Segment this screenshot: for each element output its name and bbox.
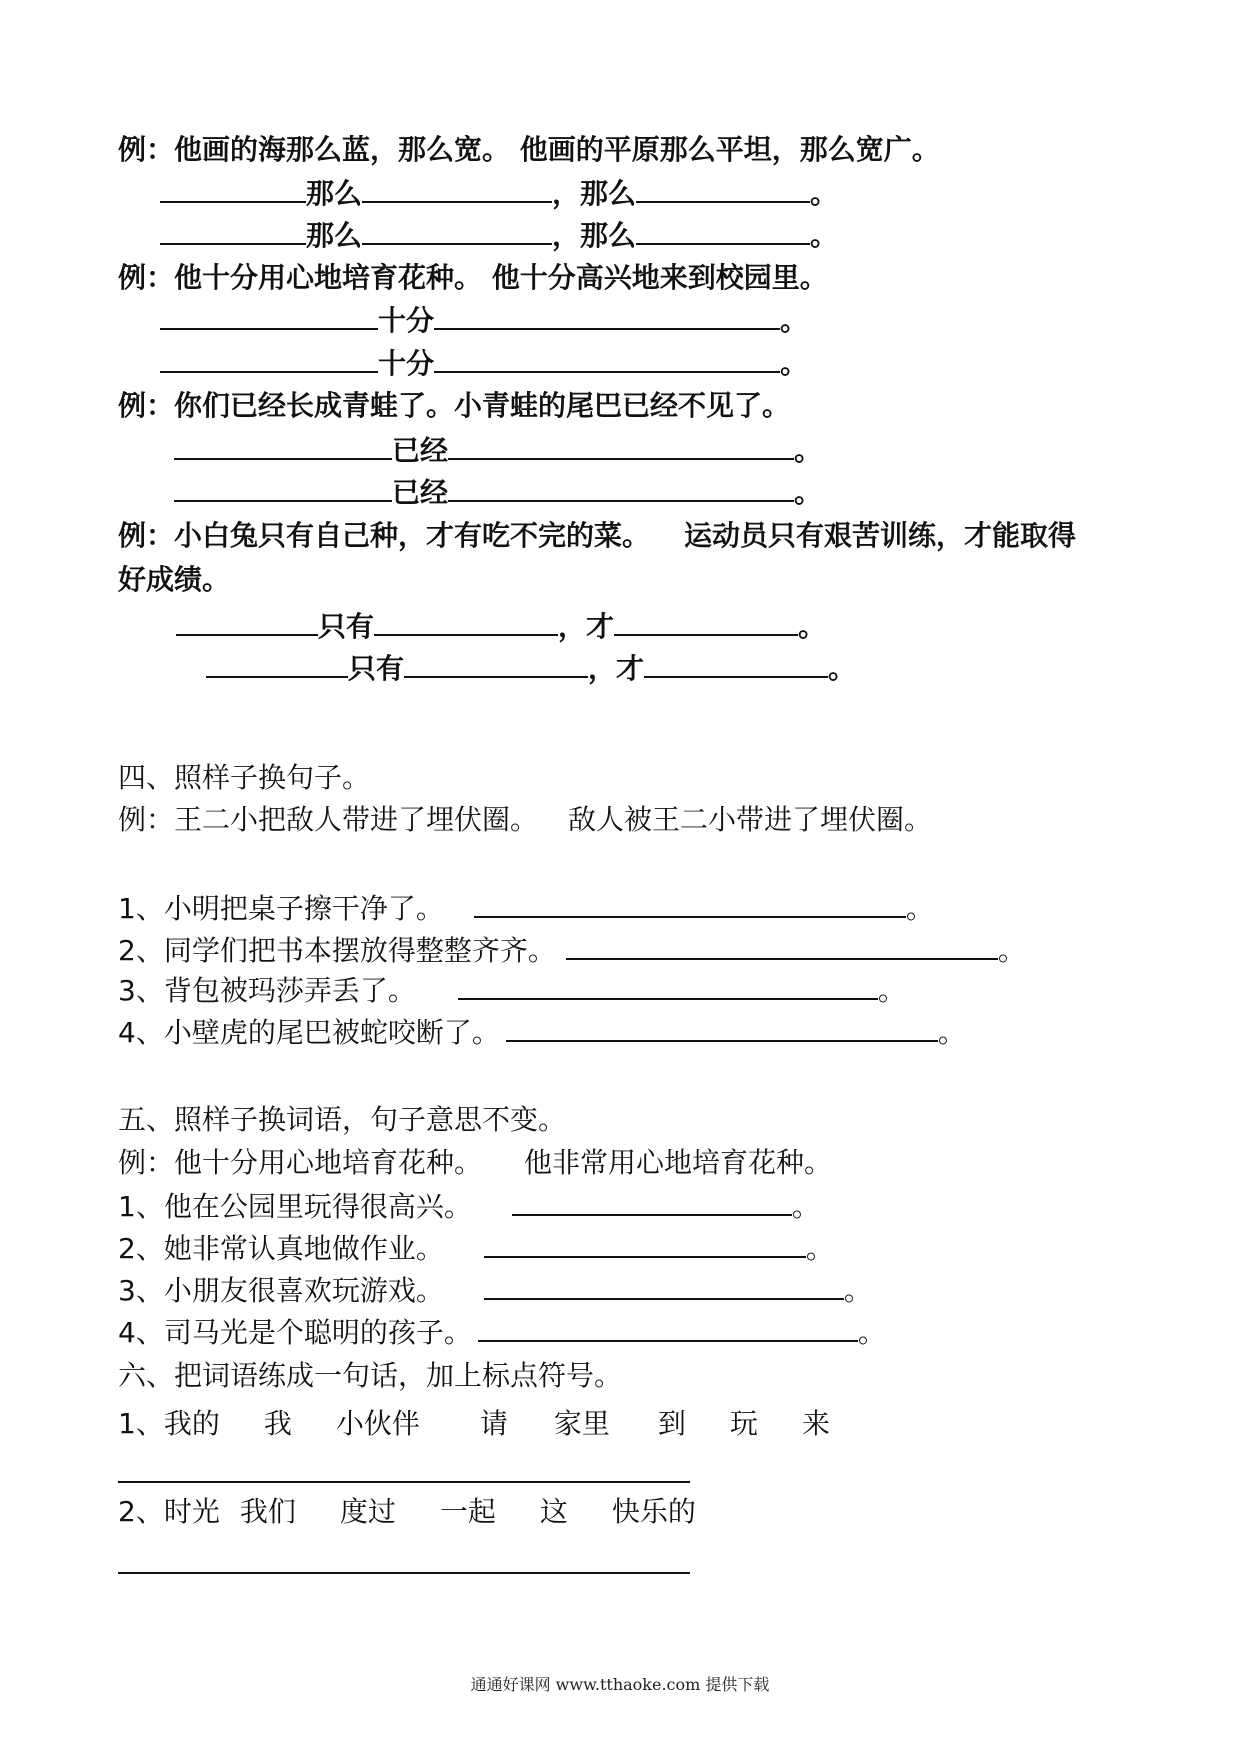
blank[interactable]	[206, 648, 348, 678]
period: 。	[810, 177, 839, 210]
word-token: 我们	[239, 1495, 296, 1528]
question-text: 1、他在公园里玩得很高兴。	[118, 1190, 472, 1223]
word-token: 我	[263, 1407, 292, 1440]
blank[interactable]	[404, 648, 588, 678]
fill-row-shifen-1	[160, 300, 808, 340]
blank[interactable]	[160, 300, 378, 330]
period: 。	[794, 434, 823, 467]
blank[interactable]	[174, 472, 392, 502]
question-number: 1、	[118, 1407, 164, 1440]
period: 。	[805, 1232, 834, 1265]
period: 。	[798, 610, 827, 643]
word-token: 到	[657, 1407, 686, 1440]
answer-blank[interactable]	[566, 930, 998, 960]
s5-item-1	[118, 1186, 820, 1226]
period: 。	[905, 892, 934, 925]
s4-item-1	[118, 888, 934, 928]
word-comma-cai: ，才	[588, 652, 645, 685]
blank[interactable]	[160, 215, 306, 245]
word-comma-cai: ，才	[558, 610, 615, 643]
example-zhiyou-b: 运动员只有艰苦训练，才能取得	[684, 519, 1077, 552]
word-yijing: 已经	[392, 434, 449, 467]
question-text: 1、小明把桌子擦干净了。	[118, 892, 444, 925]
period: 。	[997, 934, 1026, 967]
word-yijing: 已经	[392, 476, 449, 509]
s6-question-2	[118, 1492, 696, 1532]
example-b: 敌人被王二小带进了埋伏圈。	[568, 803, 933, 836]
blank[interactable]	[160, 343, 378, 373]
word-token: 度过	[339, 1495, 396, 1528]
blank[interactable]	[176, 606, 318, 636]
blank[interactable]	[362, 173, 552, 203]
word-token: 来	[801, 1407, 830, 1440]
fill-row-zhiyou-2	[206, 648, 856, 688]
s5-item-3	[118, 1270, 872, 1310]
blank[interactable]	[448, 472, 794, 502]
blank[interactable]	[362, 215, 552, 245]
section-5-title: 五、照样子换词语，句子意思不变。	[118, 1103, 567, 1136]
word-token: 家里	[553, 1407, 610, 1440]
blank[interactable]	[644, 648, 828, 678]
fill-row-yijing-2	[174, 472, 822, 512]
word-shifen: 十分	[378, 347, 435, 380]
answer-blank[interactable]	[458, 970, 878, 1000]
fill-row-yijing-1	[174, 430, 822, 470]
period: 。	[791, 1190, 820, 1223]
blank[interactable]	[374, 606, 558, 636]
example-zhiyou-line1	[118, 516, 1076, 556]
word-token: 一起	[439, 1495, 496, 1528]
example-a: 例：王二小把敌人带进了埋伏圈。	[118, 803, 539, 836]
answer-blank[interactable]	[512, 1186, 792, 1216]
s6-question-1	[118, 1404, 830, 1444]
period: 。	[780, 304, 809, 337]
word-zhiyou: 只有	[348, 652, 405, 685]
section-4-title: 四、照样子换句子。	[118, 761, 371, 794]
period: 。	[843, 1274, 872, 1307]
example-zhiyou-a: 例：小白兔只有自己种，才有吃不完的菜。	[118, 519, 651, 552]
period: 。	[828, 652, 857, 685]
blank[interactable]	[614, 606, 798, 636]
example-yijing: 例：你们已经长成青蛙了。小青蛙的尾巴已经不见了。	[118, 389, 791, 422]
period: 。	[937, 1016, 966, 1049]
word-comma-namo: ，那么	[552, 219, 637, 252]
fill-row-namo-1	[160, 173, 838, 213]
word-token: 这	[539, 1495, 568, 1528]
section-6-title: 六、把词语练成一句话，加上标点符号。	[118, 1359, 623, 1392]
blank[interactable]	[636, 173, 810, 203]
word-namo: 那么	[306, 177, 363, 210]
example-a: 例：他十分用心地培育花种。	[118, 1146, 483, 1179]
word-token: 小伙伴	[335, 1407, 420, 1440]
word-comma-namo: ，那么	[552, 177, 637, 210]
section-5-example	[118, 1143, 832, 1183]
section-4-example	[118, 800, 932, 840]
question-text: 2、同学们把书本摆放得整整齐齐。	[118, 934, 556, 967]
question-text: 4、小壁虎的尾巴被蛇咬断了。	[118, 1016, 500, 1049]
example-zhiyou-line2: 好成绩。	[118, 563, 231, 596]
s5-item-2	[118, 1228, 834, 1268]
answer-blank[interactable]	[506, 1012, 938, 1042]
fill-row-namo-2	[160, 215, 838, 255]
s4-item-4	[118, 1012, 966, 1052]
period: 。	[780, 347, 809, 380]
period: 。	[877, 974, 906, 1007]
answer-blank[interactable]	[474, 888, 906, 918]
question-text: 3、背包被玛莎弄丢了。	[118, 974, 416, 1007]
example-b: 他非常用心地培育花种。	[524, 1146, 833, 1179]
s4-item-2	[118, 930, 1026, 970]
word-token: 快乐的	[611, 1495, 696, 1528]
word-token: 我的	[163, 1407, 220, 1440]
answer-line-1[interactable]	[118, 1481, 690, 1483]
word-shifen: 十分	[378, 304, 435, 337]
blank[interactable]	[434, 300, 780, 330]
answer-line-2[interactable]	[118, 1572, 690, 1574]
word-zhiyou: 只有	[318, 610, 375, 643]
answer-blank[interactable]	[484, 1270, 844, 1300]
blank[interactable]	[434, 343, 780, 373]
footer-source: 通通好课网 www.tthaoke.com 提供下载	[470, 1675, 770, 1694]
question-text: 4、司马光是个聪明的孩子。	[118, 1316, 472, 1349]
word-token: 时光	[163, 1495, 220, 1528]
fill-row-zhiyou-1	[176, 606, 826, 646]
answer-blank[interactable]	[478, 1312, 858, 1342]
answer-blank[interactable]	[484, 1228, 806, 1258]
word-token: 玩	[729, 1407, 758, 1440]
word-namo: 那么	[306, 219, 363, 252]
fill-row-shifen-2	[160, 343, 808, 383]
blank[interactable]	[636, 215, 810, 245]
example-shifen: 例：他十分用心地培育花种。 他十分高兴地来到校园里。	[118, 261, 828, 294]
s5-item-4	[118, 1312, 886, 1352]
period: 。	[810, 219, 839, 252]
word-token: 请	[479, 1407, 508, 1440]
example-namo: 例：他画的海那么蓝，那么宽。 他画的平原那么平坦，那么宽广。	[118, 133, 940, 166]
question-text: 2、她非常认真地做作业。	[118, 1232, 444, 1265]
blank[interactable]	[174, 430, 392, 460]
blank[interactable]	[160, 173, 306, 203]
period: 。	[794, 476, 823, 509]
s4-item-3	[118, 970, 906, 1010]
question-text: 3、小朋友很喜欢玩游戏。	[118, 1274, 444, 1307]
question-number: 2、	[118, 1495, 164, 1528]
blank[interactable]	[448, 430, 794, 460]
period: 。	[857, 1316, 886, 1349]
